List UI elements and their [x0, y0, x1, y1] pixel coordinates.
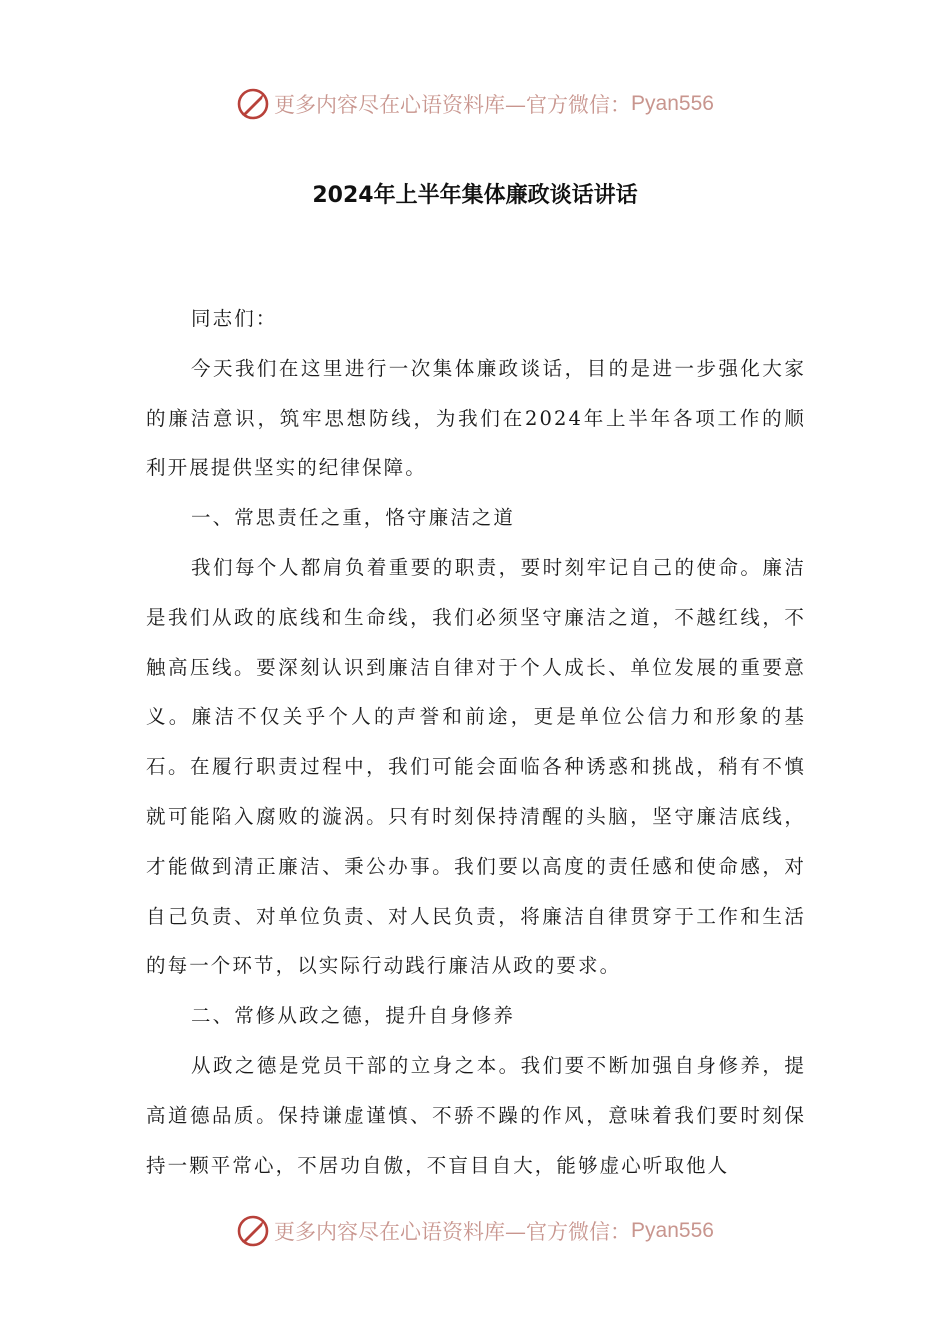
document-body — [146, 294, 806, 1190]
paragraph: 我们每个人都肩负着重要的职责，要时刻牢记自己的使命。廉洁是我们从政的底线和生命线，我们必须坚守廉洁之道，不越红线，不触高压线。要深刻认识到廉洁自律对于个人成长、单位发展的重要意义。廉洁不仅关乎个人的声誉和前途，更是单位公信力和形象的基石。在履行职责过程中，我们可能会面临各种诱惑和挑战，稍有不慎就可能陷入腐败的漩涡。只有时刻保持清醒的头脑，坚守廉洁底线，才能做到清正廉洁、秉公办事。我们要以高度的责任感和使命感，对自己负责、对单位负责、对人民负责，将廉洁自律贯穿于工作和生活的每一个环节，以实际行动践行廉洁从政的要求。 — [146, 555, 806, 978]
header-watermark — [0, 84, 950, 124]
pen-logo-icon — [236, 87, 270, 121]
section-heading: 一、常思责任之重，恪守廉洁之道 — [191, 506, 516, 530]
footer-watermark-text: 更多内容尽在心语资料库—官方微信： — [274, 1220, 632, 1244]
footer-watermark — [0, 1211, 950, 1251]
paragraph: 今天我们在这里进行一次集体廉政谈话，目的是进一步强化大家的廉洁意识，筑牢思想防线，为我们在2024年上半年各项工作的顺利开展提供坚实的纪律保障。 — [146, 356, 806, 480]
pen-logo-icon — [236, 1214, 270, 1248]
document-title: 2024年上半年集体廉政谈话讲话 — [312, 183, 638, 208]
salutation: 同志们： — [191, 307, 278, 330]
header-watermark-id: Pyan556 — [631, 92, 714, 115]
paragraph: 从政之德是党员干部的立身之本。我们要不断加强自身修养，提高道德品质。保持谦虚谨慎、不骄不躁的作风，意味着我们要时刻保持一颗平常心，不居功自傲，不盲目自大，能够虚心听取他人 — [146, 1053, 806, 1177]
footer-watermark-id: Pyan556 — [631, 1219, 714, 1242]
section-heading: 二、常修从政之德，提升自身修养 — [191, 1004, 516, 1028]
header-watermark-text: 更多内容尽在心语资料库—官方微信： — [274, 93, 632, 117]
